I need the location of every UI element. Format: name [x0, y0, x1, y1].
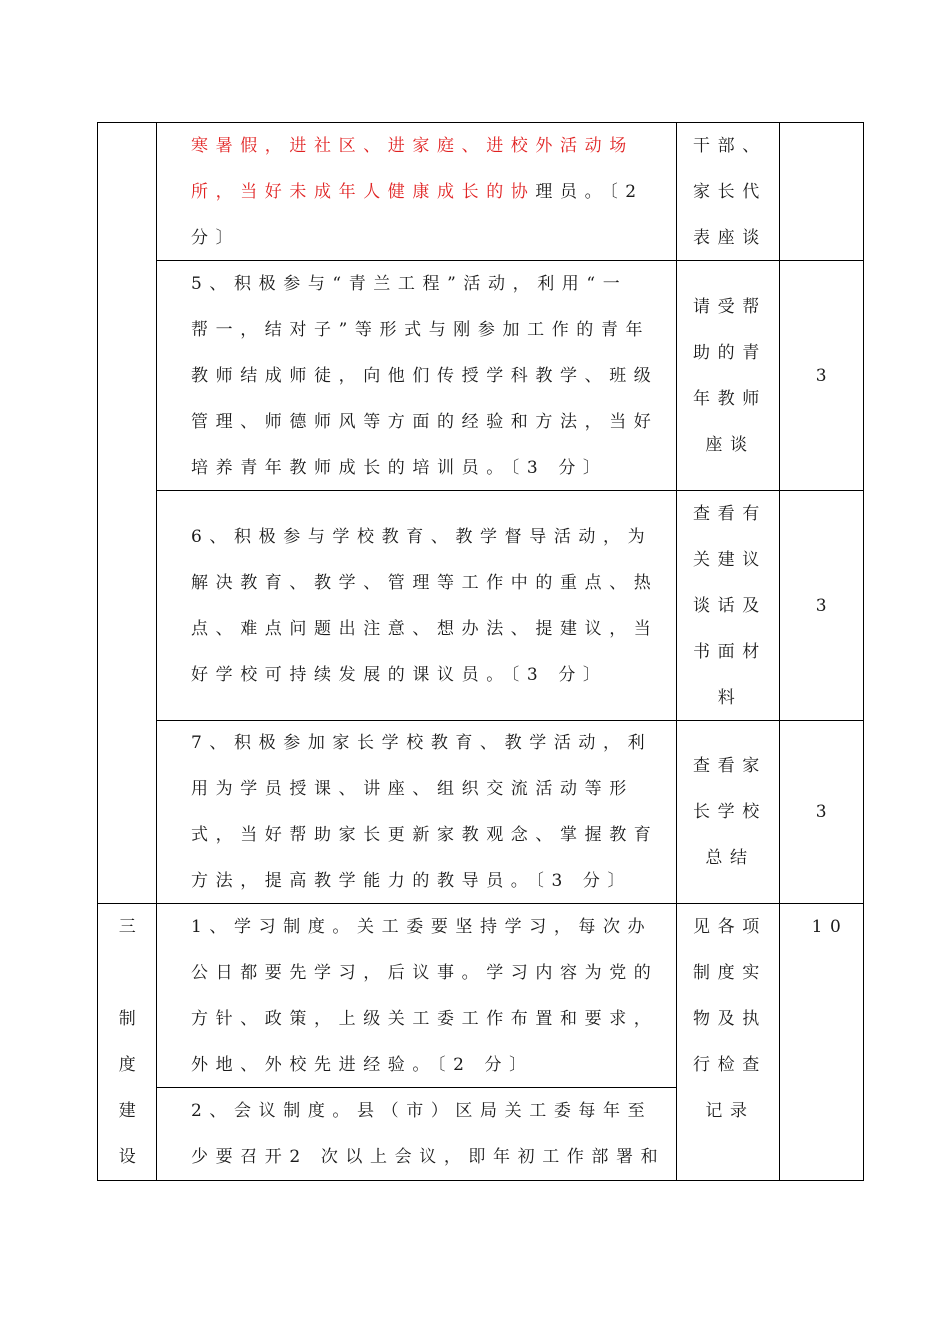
method-line: 家长代	[693, 182, 767, 202]
content-line: 点、难点问题出注意、想办法、提建议，当	[191, 619, 659, 639]
content-line: 外地、外校先进经验。〔2 分〕	[191, 1055, 534, 1075]
content-line: 方法，提高教学能力的教导员。〔3 分〕	[191, 871, 633, 891]
method-line: 书面材	[693, 642, 767, 662]
method-line: 记录	[705, 1101, 755, 1121]
content-line: 公日都要先学习，后议事。学习内容为党的	[191, 963, 659, 983]
method-line: 座谈	[705, 435, 755, 455]
content-line: 分〕	[191, 228, 241, 248]
method-line: 年教师	[693, 389, 767, 409]
method-line: 助的青	[693, 343, 767, 363]
method-line: 总结	[705, 848, 755, 868]
content-line: 好学校可持续发展的课议员。〔3 分〕	[191, 665, 608, 685]
content-line: 教师结成师徒，向他们传授学科教学、班级	[191, 366, 659, 386]
method-line: 干部、	[693, 136, 767, 156]
method-line: 制度实	[693, 963, 767, 983]
score-value: 10	[811, 917, 849, 937]
method-line: 关建议	[693, 550, 767, 570]
content-line: 5、积极参与“青兰工程”活动，利用“一	[191, 274, 628, 294]
content-line: 解决教育、教学、管理等工作中的重点、热	[191, 573, 659, 593]
content-line: 用为学员授课、讲座、组织交流活动等形	[191, 779, 634, 799]
method-line: 行检查	[693, 1055, 767, 1075]
content-line: 少要召开2 次以上会议，即年初工作部署和	[191, 1147, 666, 1167]
content-line: 管理、师德师风等方面的经验和方法，当好	[191, 412, 659, 432]
content-line: 所，当好未成年人健康成长的协理员。〔2	[191, 182, 644, 202]
method-line: 料	[717, 688, 743, 708]
content-line: 寒暑假，进社区、进家庭、进校外活动场	[191, 136, 634, 156]
category-char: 设	[118, 1147, 144, 1167]
content-line: 式，当好帮助家长更新家教观念、掌握教育	[191, 825, 659, 845]
method-line: 物及执	[693, 1009, 767, 1029]
score-value: 3	[815, 802, 835, 822]
method-line: 查看家	[693, 756, 767, 776]
method-line: 见各项	[693, 917, 767, 937]
method-line: 表座谈	[693, 228, 767, 248]
column-divider	[676, 122, 677, 1181]
content-line: 2、会议制度。县（市）区局关工委每年至	[191, 1101, 653, 1121]
category-char: 三	[118, 917, 144, 937]
score-value: 3	[815, 366, 835, 386]
content-line: 帮一，结对子”等形式与刚参加工作的青年	[191, 320, 651, 340]
content-line: 6、积极参与学校教育、教学督导活动，为	[191, 527, 653, 547]
content-line: 培养青年教师成长的培训员。〔3 分〕	[191, 458, 608, 478]
content-line: 1、学习制度。关工委要坚持学习，每次办	[191, 917, 653, 937]
table-border-bottom	[97, 1180, 864, 1181]
method-line: 长学校	[693, 802, 767, 822]
category-char: 度	[118, 1055, 144, 1075]
category-char: 制	[118, 1009, 144, 1029]
method-line: 谈话及	[693, 596, 767, 616]
method-line: 查看有	[693, 504, 767, 524]
score-value: 3	[815, 596, 835, 616]
content-line: 7、积极参加家长学校教育、教学活动，利	[191, 733, 653, 753]
method-line: 请受帮	[693, 297, 767, 317]
table-border-right	[863, 122, 864, 1181]
content-line: 方针、政策，上级关工委工作布置和要求，	[191, 1009, 659, 1029]
column-divider	[779, 122, 780, 1181]
category-char: 建	[118, 1101, 144, 1121]
